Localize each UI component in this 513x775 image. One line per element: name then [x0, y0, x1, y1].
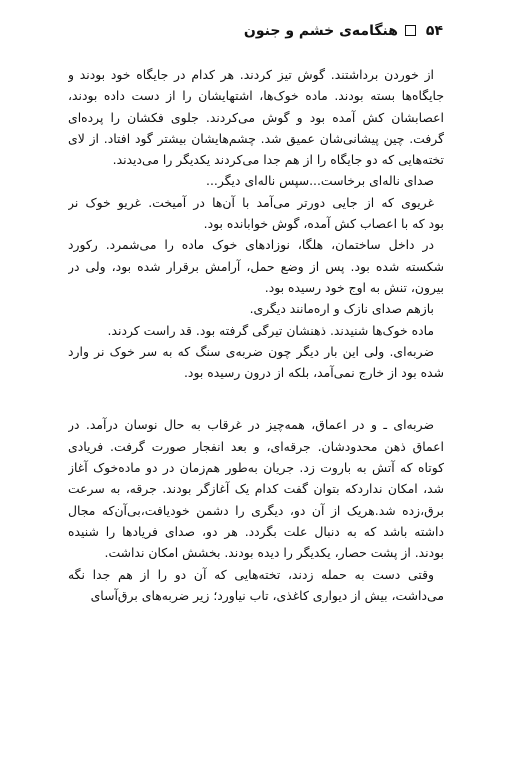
text-line: تخته‌هایی که دو جایگاه را از هم جدا می‌کردند یکدیگر را می‌دیدند. — [112, 152, 444, 168]
section-break — [68, 383, 444, 414]
text-line: بودند. از پشت حصار، یکدیگر را دیده بودند. بخشش امکان نداشت. — [104, 545, 444, 561]
text-line: کوتاه که آتش به باروت زد. جریان به‌طور هم‌زمان در دو ماده‌خوک آغاز — [68, 460, 444, 476]
text-line: صدای ناله‌ای برخاست...سپس ناله‌ای دیگر... — [206, 173, 434, 189]
paragraph — [68, 320, 444, 341]
text-line: جایگاه‌ها بسته بودند. ماده خوک‌ها، اشتهایشان را از دست داده بودند، — [68, 88, 444, 104]
text-line: بود که با اعصاب کش آمده، گوش خوابانده بود. — [203, 216, 444, 232]
text-line: وقتی دست به حمله زدند، تخته‌هایی که آن دو را از هم جدا نگه — [68, 566, 434, 582]
text-line: اعماق ذهن محدودشان. جرقه‌ای، و بعد انفجار صورت گرفت. فریادی — [68, 438, 444, 454]
paragraph — [68, 298, 444, 319]
text-line: بازهم صدای نازک و اره‌مانند دیگری. — [249, 301, 434, 317]
text-line: غریوی که از جایی دورتر می‌آمد با آن‌ها در آمیخت. غریو خوک نر — [68, 194, 434, 210]
paragraph — [68, 234, 444, 298]
text-line: اعصابشان کش آمده بود و گوش می‌کردند. جلوی فکشان را پرده‌ای — [68, 109, 444, 125]
running-header — [244, 22, 443, 40]
paragraph — [68, 170, 444, 191]
text-line: ماده خوک‌ها شنیدند. ذهنشان تیرگی گرفته بود. قد راست کردند. — [107, 322, 434, 338]
text-line: از خوردن برداشتند. گوش تیز کردند. هر کدام در جایگاه خود بودند و — [68, 67, 434, 82]
paragraph — [68, 64, 444, 170]
text-line: گرفت. چین پیشانی‌شان عمیق شد. چشم‌هایشان بیشتر گود افتاد. از لای — [68, 130, 444, 146]
chapter-title: هنگامه‌ی خشم و جنون — [243, 23, 398, 39]
square-bullet-icon — [405, 25, 416, 36]
paragraph — [68, 341, 444, 384]
page-number: ۵۴ — [425, 23, 443, 39]
paragraph — [68, 414, 444, 563]
text-line: شده بود از خارج نمی‌آمد، بلکه از درون رسیده بود. — [183, 365, 444, 381]
body-text — [68, 64, 444, 606]
text-line: ضربه‌ای ـ و در اعماق، همه‌چیز در غرقاب به حال نوسان درآمد. در — [68, 417, 434, 433]
text-line: شکسته شده بود. پس از وضع حمل، آرامش برقرار شده بود، ولی در — [68, 258, 444, 274]
paragraph — [68, 192, 444, 235]
text-line: ضربه‌ای. ولی این بار دیگر چون ضربه‌ی سنگ که به سر خوک نر وارد — [68, 343, 434, 359]
text-line: بیرون، تنش به اوج خود رسیده بود. — [264, 279, 444, 295]
text-line: می‌داشت، بیش از دیواری کاغذی، تاب نیاورد؛ زیر ضربه‌های برق‌آسای — [90, 587, 444, 603]
text-line: برق،زده شد.هریک از آن دو، دیگری را دشمن خودیافت،بی‌آن‌که مجال — [68, 502, 444, 518]
text-line: شد، امکان نداردکه بتوان گفت کدام یک آغازگر بودند. جرقه، به سرعت — [68, 481, 444, 497]
text-line: در داخل ساختمان، هلگا، نوزادهای خوک ماده را می‌شمرد. رکورد — [68, 237, 434, 253]
paragraph — [68, 564, 444, 607]
text-line: داشته باشد که به دنبال علت بگردد. هر دو، صدای فریادها را شنیده — [68, 523, 444, 539]
